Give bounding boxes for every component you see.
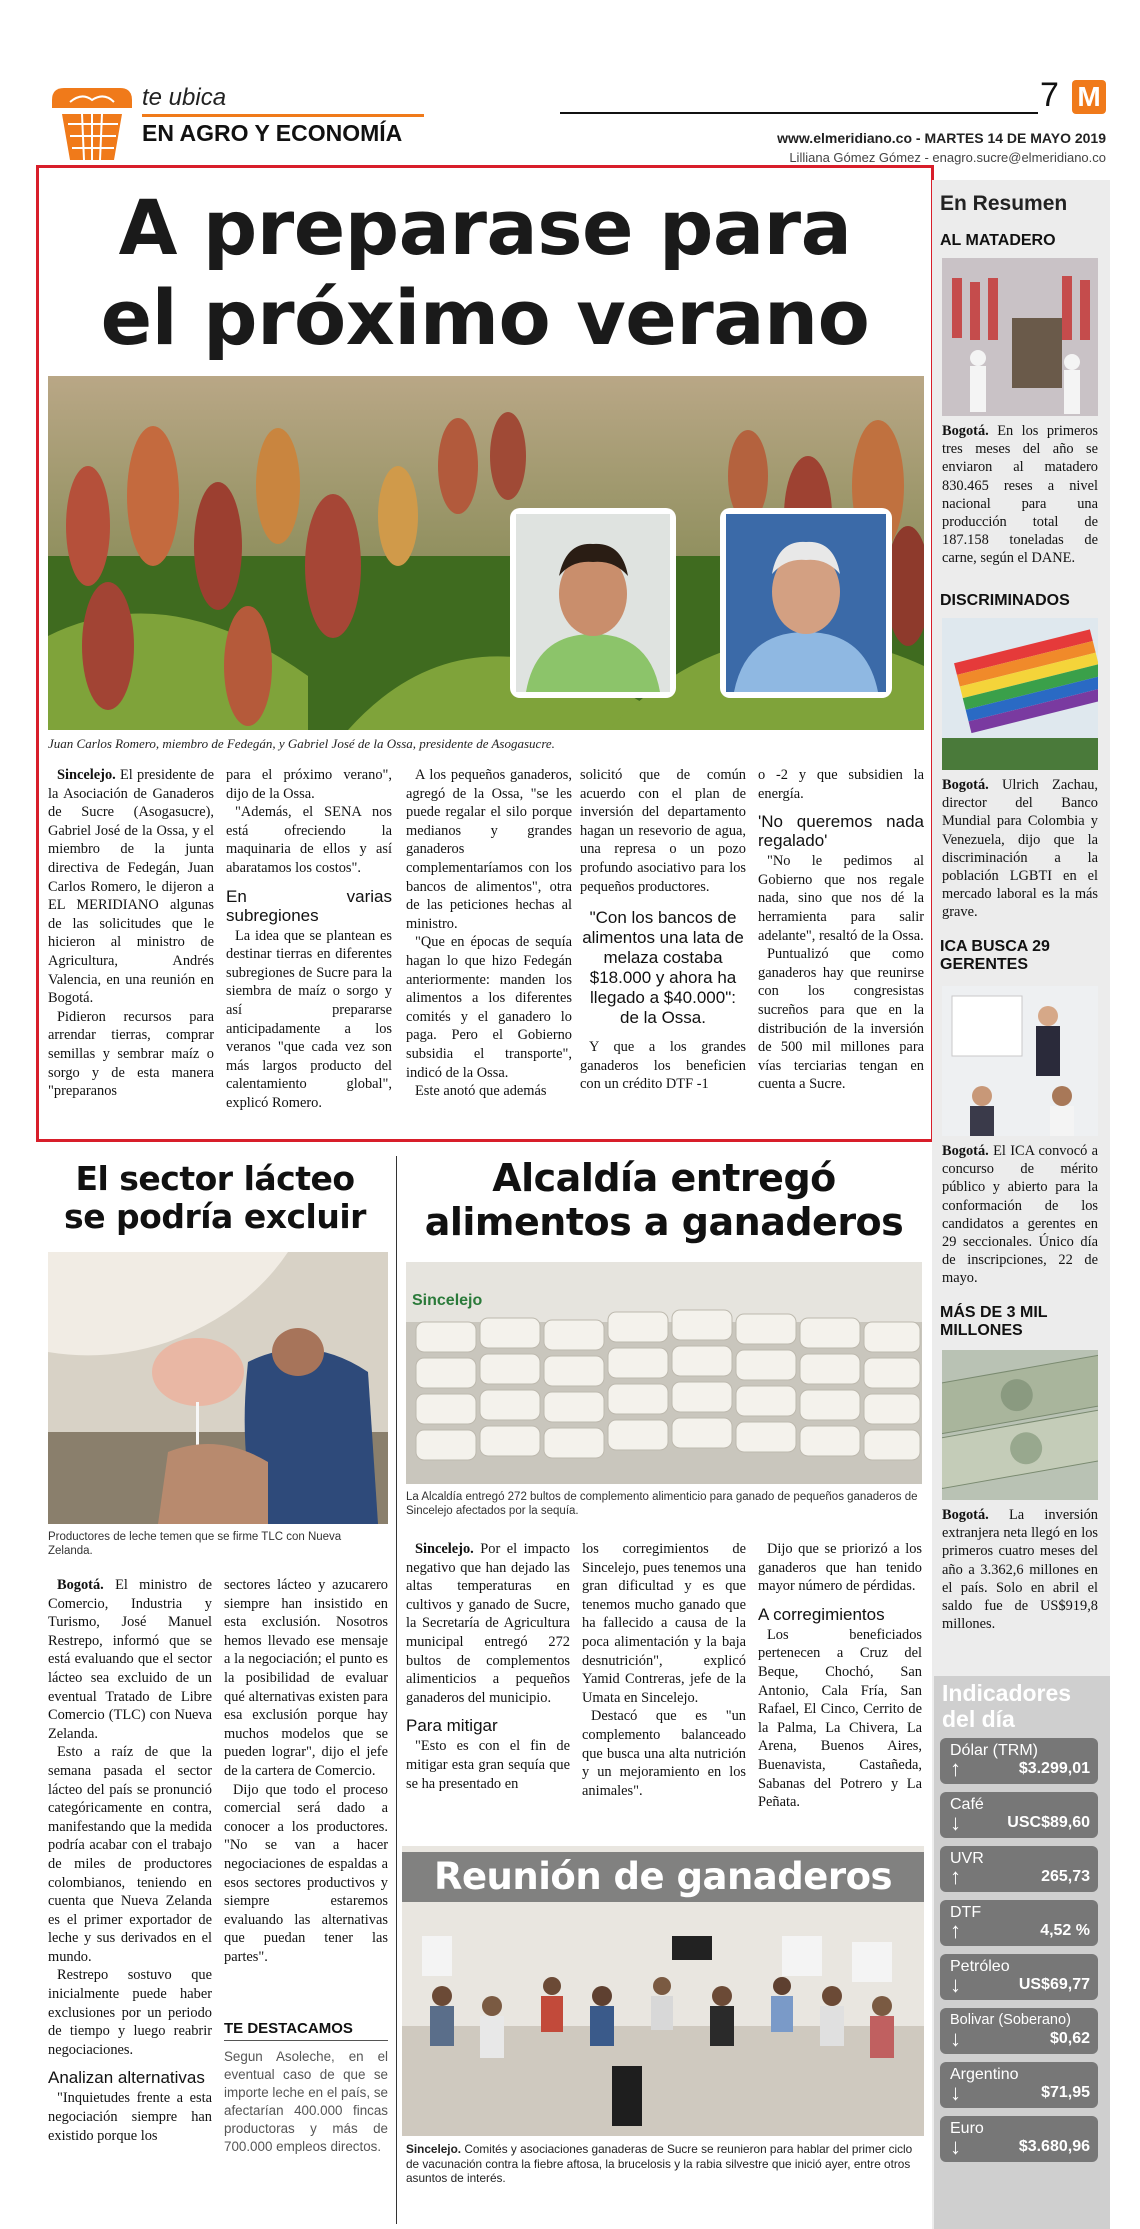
paragraph: Pidieron recursos para arrendar tierras, comprar semillas y sembrar maíz o sorgo y de esta manera "preparanos bbox=[48, 1008, 214, 1100]
destacamos-rule bbox=[224, 2040, 388, 2041]
paragraph: "Además, el SENA nos está ofreciendo la maquinaria de ellos y así abaratamos los costos". bbox=[226, 804, 392, 876]
paragraph: El ministro de Comercio, Industria y Turismo, José Manuel Restrepo, informó que se está evaluando que el sector lácteo sea excluido de un eventual Tratado de Libre Comercio (TLC) con Nueva Zelanda. bbox=[48, 1577, 212, 1742]
indicator-name: Petróleo bbox=[950, 1958, 1010, 1975]
paragraph: solicitó que de común acuerdo con el plan de inversión del departamento hagan un resevorio de agua, una represa o un pozo profundo asociativo para los pequeños productores. bbox=[580, 767, 746, 895]
indicator-value: 265,73 bbox=[1041, 1868, 1090, 1885]
subheading: Para mitigar bbox=[406, 1716, 498, 1736]
dateline: Sincelejo. bbox=[406, 2142, 462, 2156]
alcaldia-col-3 bbox=[758, 1540, 922, 1840]
sidebar-head-discriminados: DISCRIMINADOS bbox=[940, 592, 1070, 609]
rainbow-flag-photo bbox=[942, 618, 1098, 770]
section-small-label: te ubica bbox=[142, 84, 227, 111]
presentation-image bbox=[942, 986, 1098, 1136]
brief-text: La inversión extranjera neta llegó en los primeros cuatro meses del año a 3.362,6 millones en el país. Solo en abril el saldo fue de US$919,8 millones. bbox=[942, 1507, 1098, 1633]
page-number: 7 bbox=[1040, 76, 1059, 114]
arrow-down-icon: ↓ bbox=[950, 1810, 961, 1835]
alcaldia-caption: La Alcaldía entregó 272 bultos de complemento alimenticio para ganado de pequeños ganaderos de Sincelejo afectados por la sequía. bbox=[406, 1491, 918, 1517]
main-col-4 bbox=[580, 766, 746, 1136]
milking-photo bbox=[48, 1252, 388, 1524]
subheading: A corregimientos bbox=[758, 1604, 885, 1624]
subheading: Analizan alternativas bbox=[48, 2068, 205, 2088]
arrow-down-icon: ↓ bbox=[950, 1972, 961, 1997]
reunion-caption bbox=[406, 2142, 924, 2186]
lacteo-headline-line2: se podría excluir bbox=[64, 1197, 366, 1236]
indicator-value: 4,52 % bbox=[1040, 1922, 1090, 1939]
main-photo-caption: Juan Carlos Romero, miembro de Fedegán, y Gabriel José de la Ossa, presidente de Asogasucre. bbox=[48, 736, 555, 751]
indicator-value: USC$89,60 bbox=[1007, 1814, 1090, 1831]
sidebar-head-matadero: AL MATADERO bbox=[940, 232, 1056, 249]
paragraph: para el próximo verano", dijo de la Ossa. bbox=[226, 767, 392, 802]
meeting-photo bbox=[942, 986, 1098, 1136]
arrow-up-icon: ↑ bbox=[950, 1756, 961, 1781]
paragraph: La idea que se plantean es destinar tierras en diferentes subregiones de Sucre para la siembra de maíz o sorgo y así prepararse anticipadamente a los veranos "que cada vez son más largos producto del calentamiento global", explicó Romero. bbox=[226, 927, 392, 1111]
section-big-label: EN AGRO Y ECONOMÍA bbox=[142, 120, 403, 146]
dollar-bills-image bbox=[942, 1350, 1098, 1500]
sidebar-head-inversion: MÁS DE 3 MIL MILLONES bbox=[940, 1304, 1048, 1339]
alcaldia-headline-line2: alimentos a ganaderos bbox=[424, 1200, 904, 1244]
paragraph: los corregimientos de Sincelejo, pues tenemos una gran dificultad y es que tenemos mucho ganado que ha fallecido a causa de la poca alimentación y la baja desnutrición", explicó Yamid Contreras, jefe de la Umata en Sincelejo. bbox=[582, 1541, 746, 1706]
lacteo-caption: Productores de leche temen que se firme TLC con Nueva Zelanda. bbox=[48, 1531, 342, 1557]
sorghum-photo bbox=[48, 376, 924, 730]
paragraph: Restrepo sostuvo que inicialmente puede haber exclusiones por un periodo de tiempo y luego reabrir negociaciones. bbox=[48, 1967, 212, 2058]
arrow-up-icon: ↑ bbox=[950, 1864, 961, 1889]
indicator-argentino bbox=[940, 2062, 1098, 2108]
dateline: Bogotá. bbox=[942, 423, 989, 439]
slaughterhouse-image bbox=[942, 258, 1098, 416]
destacamos-title: TE DESTACAMOS bbox=[224, 2020, 353, 2037]
main-headline-line1: A preparase para bbox=[118, 183, 852, 272]
sidebar-head-ica: ICA BUSCA 29 GERENTES bbox=[940, 938, 1050, 973]
lacteo-headline-line1: El sector lácteo bbox=[75, 1159, 355, 1198]
subheading: En varias subregiones bbox=[226, 886, 392, 925]
paragraph: "No le pedimos al Gobierno que nos regale nada, sino que nos dé la herramienta para salir adelante", resaltó de la Ossa. bbox=[758, 853, 924, 944]
paragraph: "Inquietudes frente a esta negociación siempre han existido porque los bbox=[48, 2090, 212, 2144]
site-date: www.elmeridiano.co - MARTES 14 DE MAYO 2019 bbox=[777, 130, 1106, 146]
paragraph: Puntualizó que como ganaderos hay que reunirse con los congresistas sucreños para que en la distribución de la inversión de 500 mil millones para vías terciarias tengan en cuenta a Sucre. bbox=[758, 946, 924, 1093]
indicator-dolar bbox=[940, 1738, 1098, 1784]
paragraph: o -2 y que subsidien la energía. bbox=[758, 767, 924, 802]
paragraph: "Que en épocas de sequía hagan lo que hizo Fedegán anteriormente: manden los alimentos a los diferentes comités y el ganadero lo paga. Pero el Gobierno subsidia el transporte", indicó de la Ossa. bbox=[406, 934, 572, 1081]
indicator-petroleo bbox=[940, 1954, 1098, 2000]
paragraph: Los beneficiados pertenecen a Cruz del Beque, Chochó, San Antonio, Cala Fría, San Rafael, El Cinco, Cerrito de la Palma, La Chivera, La Arena, Buenos Aires, Buenavista, Castañeda, Sabanas del Potrero y La Peñata. bbox=[758, 1626, 922, 1811]
dateline: Bogotá. bbox=[942, 1143, 989, 1159]
dateline: Bogotá. bbox=[942, 1507, 989, 1523]
brand-logo: M bbox=[1072, 80, 1106, 114]
section-rule bbox=[142, 114, 424, 117]
subheading: 'No queremos nada regalado' bbox=[758, 812, 924, 851]
feed-sacks-image bbox=[406, 1262, 922, 1484]
indicator-name: Euro bbox=[950, 2120, 984, 2137]
money-photo bbox=[942, 1350, 1098, 1500]
arrow-down-icon: ↓ bbox=[950, 2080, 961, 2105]
indicator-uvr bbox=[940, 1846, 1098, 1892]
dateline: Sincelejo. bbox=[57, 767, 116, 783]
rainbow-flag-image bbox=[942, 618, 1098, 770]
sidebar-text-ica bbox=[942, 1142, 1098, 1288]
arrow-down-icon: ↓ bbox=[950, 2026, 961, 2051]
brief-text: En los primeros tres meses del año se enviaron al matadero 830.465 reses a nivel nacional para una producción total de 187.158 toneladas de carne, según el DANE. bbox=[942, 423, 1098, 567]
person-photo-icon bbox=[516, 514, 670, 692]
brief-text: El ICA convocó a concurso de mérito público y abierto para la conformación de los candidatos a gerentes en 29 seccionales. Único día de inscripciones, 22 de mayo. bbox=[942, 1143, 1098, 1287]
basket-icon bbox=[48, 80, 136, 166]
sidebar-text-matadero bbox=[942, 422, 1098, 568]
main-col-5 bbox=[758, 766, 924, 1136]
portrait-delaossa bbox=[720, 508, 892, 698]
indicator-value: $0,62 bbox=[1049, 2030, 1090, 2047]
indicator-value: $3.299,01 bbox=[1018, 1760, 1090, 1777]
pull-quote: "Con los bancos de alimentos una lata de melaza costaba $18.000 y ahora ha llegado a $40.000": de la Ossa. bbox=[582, 908, 744, 1028]
paragraph: Destacó que es "un complemento balanceado que busca una alta nutrición y un mejoramiento en los animales". bbox=[582, 1708, 746, 1799]
paragraph: Dijo que se priorizó a los ganaderos que han tenido mayor número de pérdidas. bbox=[758, 1541, 922, 1595]
indicator-name: Dólar (TRM) bbox=[950, 1742, 1038, 1759]
lacteo-col-1 bbox=[48, 1576, 212, 2226]
column-divider bbox=[396, 1156, 397, 2224]
dateline: Sincelejo. bbox=[415, 1541, 474, 1557]
indicator-value: $71,95 bbox=[1041, 2084, 1090, 2101]
brief-text: Ulrich Zachau, director del Banco Mundial para Colombia y Venezuela, dijo que la discriminación a la población LGBTI en el mercado laboral es la más grave. bbox=[942, 777, 1098, 921]
section-logo bbox=[48, 80, 136, 166]
reunion-banner: Reunión de ganaderos bbox=[433, 1855, 893, 1898]
indicator-name: Café bbox=[950, 1796, 984, 1813]
indicator-value: US$69,77 bbox=[1018, 1976, 1090, 1993]
caption-text: Comités y asociaciones ganaderas de Sucre se reunieron para hablar del primer ciclo de vacunación contra la fiebre aftosa, la brucelosis y la rabia silvestre que inició ayer, entre otros asuntos de interés. bbox=[406, 2142, 913, 2186]
person-photo-icon bbox=[726, 514, 886, 692]
dateline: Bogotá. bbox=[942, 777, 989, 793]
alcaldia-col-2 bbox=[582, 1540, 746, 1840]
indicator-dtf bbox=[940, 1900, 1098, 1946]
photo-sign: Sincelejo bbox=[412, 1292, 483, 1309]
reunion-photo bbox=[402, 1846, 924, 2136]
author-line: Lilliana Gómez Gómez - enagro.sucre@elmeridiano.co bbox=[789, 150, 1106, 165]
indicator-bolivar bbox=[940, 2008, 1098, 2054]
arrow-up-icon: ↑ bbox=[950, 1918, 961, 1943]
lacteo-col-2 bbox=[224, 1576, 388, 2016]
main-headline-line2: el próximo verano bbox=[100, 273, 870, 362]
paragraph: "Esto es con el fin de mitigar esta gran sequía que se ha presentado en bbox=[406, 1738, 570, 1792]
indicator-euro bbox=[940, 2116, 1098, 2162]
main-col-1 bbox=[48, 766, 214, 1136]
indicator-name: Bolivar (Soberano) bbox=[950, 2012, 1071, 2028]
indicator-cafe bbox=[940, 1792, 1098, 1838]
sidebar-title: En Resumen bbox=[940, 192, 1068, 215]
indicators-title: Indicadores del día bbox=[942, 1680, 1072, 1732]
alcaldia-headline-line1: Alcaldía entregó bbox=[492, 1156, 836, 1200]
paragraph: El presidente de la Asociación de Ganaderos de Sucre (Asogasucre), Gabriel José de la Ossa, y el miembro de la junta directiva de Fedegán, Juan Carlos Romero, le dijeron a EL MERIDIANO algunas de las solicitudes que le hicieron al ministro de Agricultura, Andrés Valencia, en una reunión en Bogotá. bbox=[48, 767, 214, 1007]
header-rule bbox=[560, 112, 1038, 114]
indicator-value: $3.680,96 bbox=[1018, 2138, 1090, 2155]
dateline: Bogotá. bbox=[57, 1577, 104, 1593]
destacamos-text: Segun Asoleche, en el eventual caso de que se importe leche en el país, se afectarían 400.000 fincas productoras y más de 700.000 empleos directos. bbox=[224, 2049, 388, 2154]
paragraph: Esto a raíz de que la semana pasada el sector lácteo del país se pronunció categóricamente en contra, manifestando que la medida podría acabar con el trabajo de miles de productores colombianos, teniendo en cuenta que Nueva Zelanda es el primer exportador de leche y sus derivados en el mundo. bbox=[48, 1744, 212, 1965]
paragraph: Dijo que todo el proceso comercial será dado a conocer a los productores. "No se van a hacer negociaciones de espaldas a esos sectores productivos y siempre estaremos evaluando las alternativas que puedan tener las partes". bbox=[224, 1781, 388, 1965]
arrow-down-icon: ↓ bbox=[950, 2134, 961, 2159]
paragraph: sectores lácteo y azucarero siempre han insistido en esta exclusión. Nosotros hemos llevado ese mensaje a la negociación; el punto es la posibilidad de evaluar qué alternativas existen para esa exclusión porque hay muchos modelos que se pueden lograr", dijo el jefe de la cartera de Comercio. bbox=[224, 1577, 388, 1779]
slaughterhouse-photo bbox=[942, 258, 1098, 416]
paragraph: A los pequeños ganaderos, agregó de la Ossa, "se les puede regalar el silo porque medianos y grandes ganaderos complementaríamos con los bancos de alimentos", otra de las peticiones hechas al ministro. bbox=[406, 767, 572, 932]
indicator-name: UVR bbox=[950, 1850, 984, 1867]
main-col-3 bbox=[406, 766, 572, 1136]
milking-cow-image bbox=[48, 1252, 388, 1524]
sidebar-text-inversion bbox=[942, 1506, 1098, 1633]
indicator-name: Argentino bbox=[950, 2066, 1019, 2083]
paragraph: Por el impacto negativo que han dejado las altas temperaturas en cultivos y ganado de Sucre, la Secretaría de Agricultura municipal entregó 272 bultos de complementos alimenticios a pequeños ganaderos del municipio. bbox=[406, 1541, 570, 1706]
paragraph: Y que a los grandes ganaderos los beneficien con un crédito DTF -1 bbox=[580, 1039, 746, 1093]
portrait-romero bbox=[510, 508, 676, 698]
indicator-name: DTF bbox=[950, 1904, 982, 1921]
sacks-photo bbox=[406, 1262, 922, 1484]
paragraph: Este anotó que además bbox=[415, 1083, 547, 1100]
sidebar-text-discriminados bbox=[942, 776, 1098, 922]
main-col-2 bbox=[226, 766, 392, 1136]
alcaldia-col-1 bbox=[406, 1540, 570, 1840]
